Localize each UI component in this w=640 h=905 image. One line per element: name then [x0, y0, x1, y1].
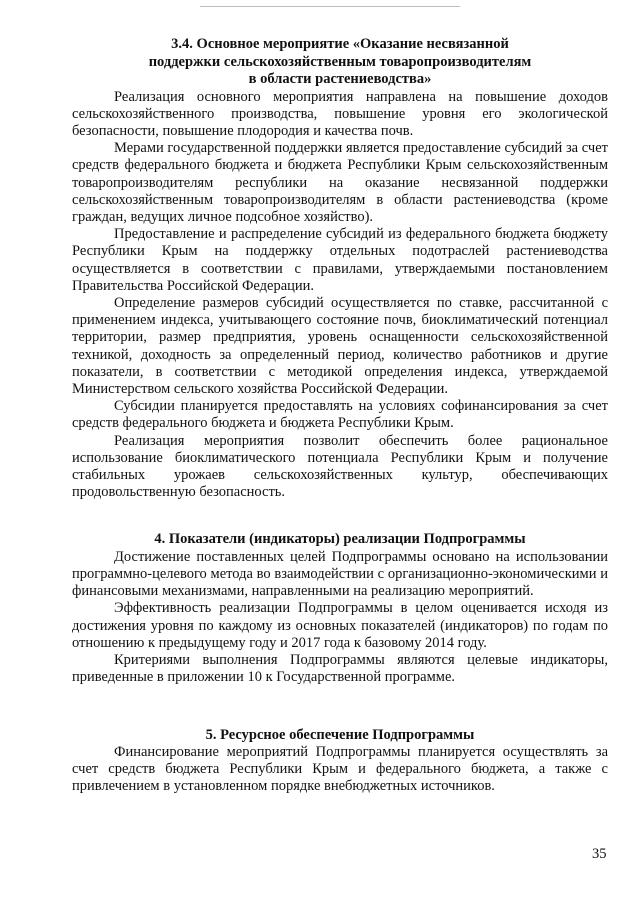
section-3-4-title-line-1: 3.4. Основное мероприятие «Оказание несвязанной: [171, 36, 509, 52]
page-number: 35: [592, 846, 607, 862]
section-3-4-title-line-3: в области растениеводства»: [248, 71, 432, 87]
section-5-title: 5. Ресурсное обеспечение Подпрограммы: [205, 726, 475, 743]
section-3-4-title: [72, 36, 608, 89]
top-rule: [200, 6, 460, 7]
section-3-4-paragraph: Предоставление и распределение субсидий из федерального бюджета бюджету Республики Крым на поддержку отдельных подотраслей растениеводства осуществляется в соответствии с правилами, утверждаемыми постановлением Правительства Российской Федерации.: [72, 226, 608, 294]
section-4-paragraph: Достижение поставленных целей Подпрограммы основано на использовании программно-целевого метода во взаимодействии с организационно-экономическими и финансовыми механизмами, направленными на реализацию мероприятий.: [72, 548, 608, 600]
section-4-paragraph: Эффективность реализации Подпрограммы в целом оценивается исходя из достижения уровня по каждому из основных показателей (индикаторов) по годам по отношению к предыдущему году и 2017 года к базовому 2014 году.: [72, 600, 608, 651]
section-3-4-title-line-2: поддержки сельскохозяйственным товаропроизводителям: [148, 53, 532, 70]
section-3-4-paragraph: Мерами государственной поддержки является предоставление субсидий за счет средств федерального бюджета и бюджета Республики Крым сельскохозяйственным товаропроизводителям республики на оказание несвязанной поддержки сельскохозяйственным товаропроизводителям в области растениеводства (кроме граждан, ведущих личное подсобное хозяйство).: [72, 140, 608, 225]
section-5-paragraph: Финансирование мероприятий Подпрограммы планируется осуществлять за счет средств бюджета Республики Крым и федерального бюджета, а также с привлечением в установленном порядке внебюджетных источников.: [72, 744, 608, 795]
section-3-4-paragraph: Определение размеров субсидий осуществляется по ставке, рассчитанной с применением индекса, учитывающего состояние почв, биоклиматический потенциал территории, размер предприятия, уровень оснащенности сельскохозяйственной техникой, доходность за определенный период, количество работников и другие показатели, в соответствии с методикой определения индекса, утверждаемой Министерством сельского хозяйства Российской Федерации.: [72, 294, 608, 397]
section-3-4-paragraph: Субсидии планируется предоставлять на условиях софинансирования за счет средств федерального бюджета и бюджета Республики Крым.: [72, 398, 608, 432]
section-3-4-paragraph: Реализация основного мероприятия направлена на повышение доходов сельскохозяйственного производства, повышение уровня его экологической безопасности, повышение плодородия и качества почв.: [72, 88, 608, 139]
section-3-4-paragraph: Реализация мероприятия позволит обеспечить более рациональное использование биоклиматического потенциала Республики Крым и получение стабильных урожаев сельскохозяйственных культур, обеспечивающих продовольственную безопасность.: [72, 432, 608, 501]
document-page: [72, 36, 608, 796]
section-4-title: 4. Показатели (индикаторы) реализации Подпрограммы: [154, 531, 526, 548]
section-4-paragraph: Критериями выполнения Подпрограммы являются целевые индикаторы, приведенные в приложении 10 к Государственной программе.: [72, 652, 608, 686]
